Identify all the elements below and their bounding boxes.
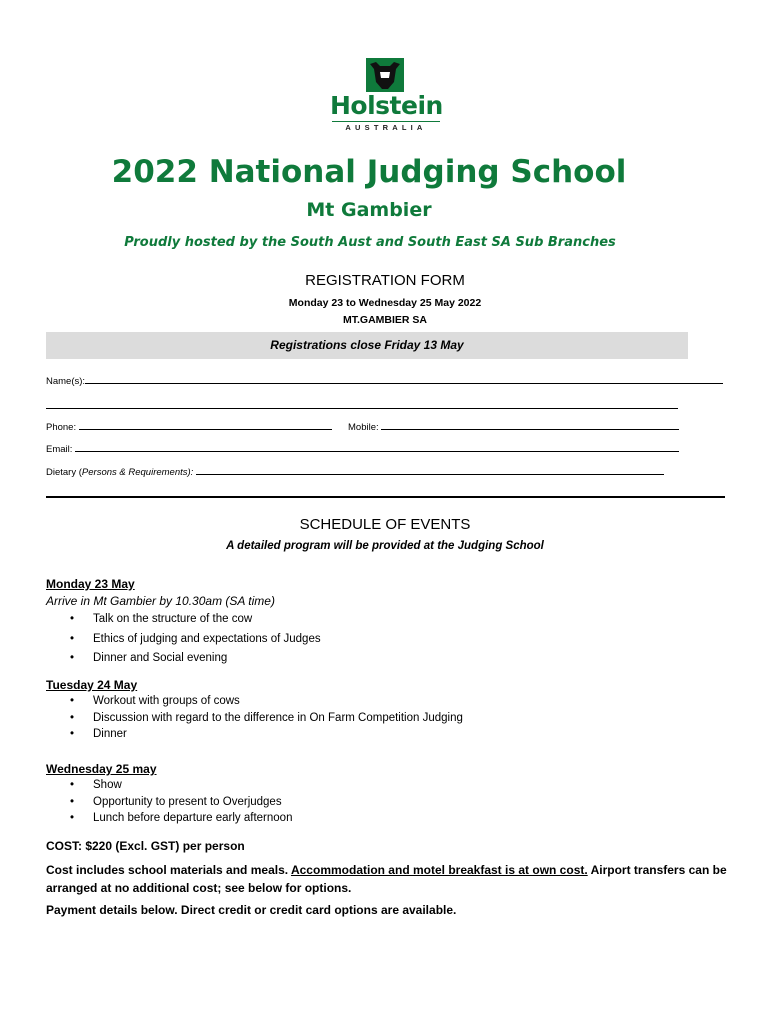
cost-detail-a: Cost includes school materials and meals. (46, 863, 291, 877)
phone-field[interactable] (46, 420, 332, 434)
phone-line[interactable] (79, 420, 332, 430)
mobile-field[interactable] (348, 420, 679, 434)
list-item: • Lunch before departure early afternoon (70, 812, 293, 824)
dietary-field[interactable] (46, 465, 664, 479)
cost-detail (46, 861, 736, 897)
cost-detail-underlined: Accommodation and motel breakfast is at own cost. (290, 863, 588, 877)
event-location: MT.GAMBIER SA (343, 314, 427, 326)
page-title: 2022 National Judging School (111, 154, 627, 190)
email-label: Email: (46, 444, 73, 455)
day-note-monday: Arrive in Mt Gambier by 10.30am (SA time) (46, 594, 275, 608)
wednesday-items (46, 777, 292, 827)
names-label: Name(s): (46, 376, 86, 387)
cost-detail-b: Airport transfers can be arranged at no additional cost; see below for options. (46, 863, 727, 895)
email-line[interactable] (75, 442, 679, 452)
cow-head-icon (366, 58, 404, 92)
list-item: • Dinner and Social evening (70, 652, 228, 664)
payment-note: Payment details below. Direct credit or credit card options are available. (46, 903, 457, 917)
event-dates: Monday 23 to Wednesday 25 May 2022 (288, 297, 482, 309)
mobile-label: Mobile: (348, 422, 379, 433)
list-item: • Show (70, 779, 122, 791)
dietary-label-italic: Persons & Requirements): (81, 467, 194, 478)
list-item: • Dinner (70, 728, 127, 740)
day-title-tuesday: Tuesday 24 May (46, 678, 138, 692)
names-field[interactable] (46, 374, 723, 388)
dietary-line[interactable] (196, 465, 664, 475)
email-field[interactable] (46, 442, 679, 456)
section-divider (46, 496, 725, 498)
names-field-continued[interactable] (46, 399, 678, 413)
day-title-wednesday: Wednesday 25 may (46, 762, 157, 776)
hosted-by: Proudly hosted by the South Aust and South East SA Sub Branches (124, 235, 616, 250)
tuesday-items (46, 693, 463, 743)
list-item: • Opportunity to present to Overjudges (70, 795, 282, 808)
holstein-logo (330, 58, 442, 136)
logo-rule (332, 121, 440, 122)
day-title-monday: Monday 23 May (46, 577, 135, 591)
names-line[interactable] (85, 374, 723, 384)
page-subtitle: Mt Gambier (306, 199, 432, 221)
logo-sub: AUSTRALIA (345, 123, 427, 132)
monday-items (46, 611, 321, 667)
logo-brand: Holstein (330, 91, 443, 120)
list-item: • Workout with groups of cows (70, 695, 240, 707)
cost-line: COST: $220 (Excl. GST) per person (46, 839, 245, 853)
mobile-line[interactable] (381, 420, 679, 430)
dietary-label: Dietary ( (46, 467, 82, 478)
list-item: • Discussion with regard to the difference in On Farm Competition Judging (70, 711, 463, 724)
list-item: • Ethics of judging and expectations of Judges (70, 632, 321, 645)
phone-label: Phone: (46, 422, 77, 433)
schedule-heading: SCHEDULE OF EVENTS (299, 516, 471, 533)
schedule-note: A detailed program will be provided at the Judging School (226, 540, 544, 552)
list-item: • Talk on the structure of the cow (70, 613, 253, 625)
registration-close-banner: Registrations close Friday 13 May (46, 332, 688, 359)
names-line-2[interactable] (46, 399, 678, 409)
registration-heading: REGISTRATION FORM (305, 272, 465, 289)
